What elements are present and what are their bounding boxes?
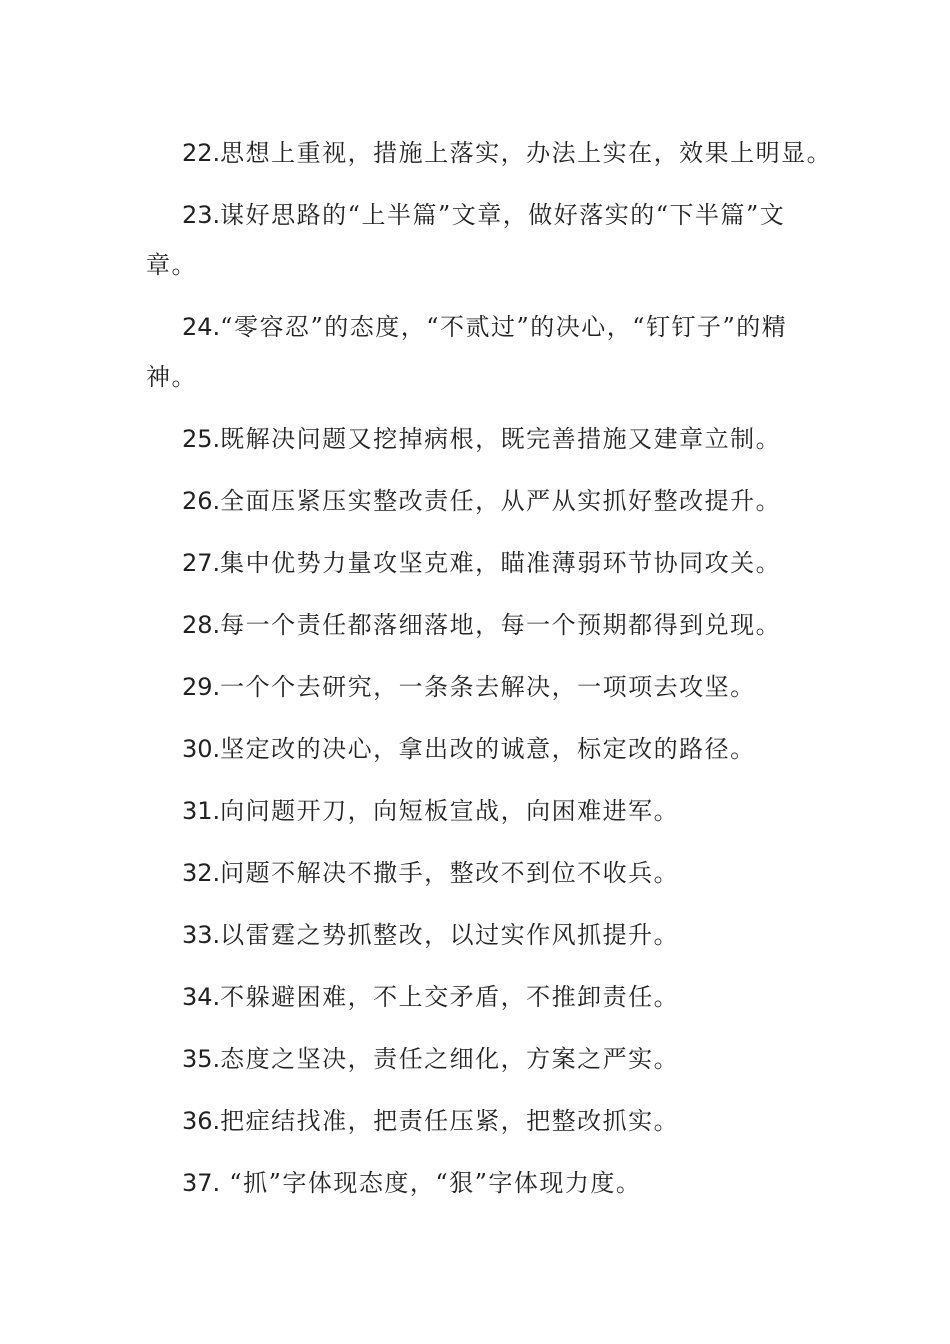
item-number: 35.	[182, 1045, 221, 1073]
list-item-27	[146, 538, 836, 600]
item-text: “抓”字体现态度，“狠”字体现力度。	[220, 1169, 642, 1197]
list-item-35	[146, 1034, 836, 1096]
item-number: 37.	[182, 1169, 221, 1197]
list-item-26	[146, 476, 836, 538]
list-item-22	[146, 128, 836, 190]
item-text: 把症结找准，把责任压紧，把整改抓实。	[220, 1107, 680, 1135]
item-number: 29.	[182, 673, 221, 701]
item-text: 谋好思路的“上半篇”文章，做好落实的“下半篇”文章。	[146, 201, 786, 279]
item-text: 态度之坚决，责任之细化，方案之严实。	[220, 1045, 680, 1073]
item-number: 33.	[182, 921, 221, 949]
item-number: 32.	[182, 859, 221, 887]
list-item-33	[146, 910, 836, 972]
item-number: 23.	[182, 201, 221, 229]
item-number: 28.	[182, 611, 221, 639]
document-body	[146, 128, 836, 1220]
item-text: 既解决问题又挖掉病根，既完善措施又建章立制。	[220, 425, 782, 453]
item-text: 一个个去研究，一条条去解决，一项项去攻坚。	[220, 673, 756, 701]
list-item-29	[146, 662, 836, 724]
item-text: 不躲避困难，不上交矛盾，不推卸责任。	[220, 983, 680, 1011]
item-number: 36.	[182, 1107, 221, 1135]
list-item-28	[146, 600, 836, 662]
item-text: 坚定改的决心，拿出改的诚意，标定改的路径。	[220, 735, 756, 763]
item-number: 30.	[182, 735, 221, 763]
item-number: 24.	[182, 313, 221, 341]
item-text: 集中优势力量攻坚克难，瞄准薄弱环节协同攻关。	[220, 549, 782, 577]
list-item-31	[146, 786, 836, 848]
item-number: 26.	[182, 487, 221, 515]
item-number: 34.	[182, 983, 221, 1011]
item-text: 问题不解决不撒手，整改不到位不收兵。	[220, 859, 680, 887]
item-text: 全面压紧压实整改责任，从严从实抓好整改提升。	[220, 487, 782, 515]
list-item-23	[146, 190, 836, 302]
list-item-32	[146, 848, 836, 910]
item-text: 每一个责任都落细落地，每一个预期都得到兑现。	[220, 611, 782, 639]
list-item-24	[146, 302, 836, 414]
list-item-36	[146, 1096, 836, 1158]
item-number: 31.	[182, 797, 221, 825]
list-item-37	[146, 1158, 836, 1220]
item-number: 25.	[182, 425, 221, 453]
item-text: 向问题开刀，向短板宣战，向困难进军。	[220, 797, 680, 825]
list-item-34	[146, 972, 836, 1034]
item-text: 以雷霆之势抓整改，以过实作风抓提升。	[220, 921, 680, 949]
list-item-30	[146, 724, 836, 786]
item-number: 27.	[182, 549, 221, 577]
item-text: 思想上重视，措施上落实，办法上实在，效果上明显。	[220, 139, 833, 167]
item-text: “零容忍”的态度，“不贰过”的决心，“钉钉子”的精神。	[146, 313, 788, 391]
list-item-25	[146, 414, 836, 476]
item-number: 22.	[182, 139, 221, 167]
